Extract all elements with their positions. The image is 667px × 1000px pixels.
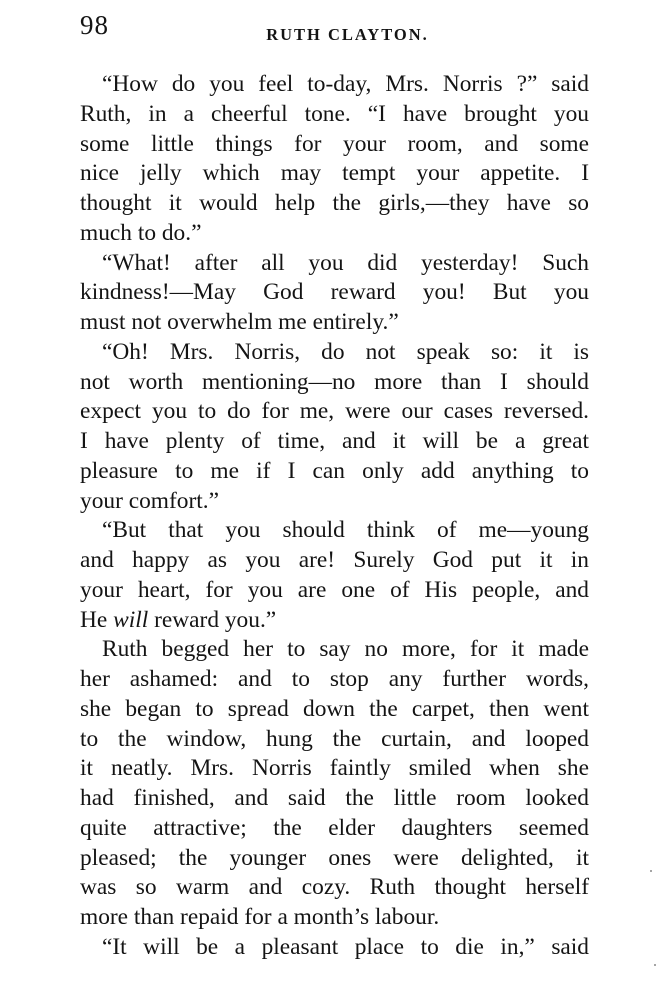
text-line: must not overwhelm me entirely.” xyxy=(80,309,399,335)
text-line: to the window, hung the curtain, and looped xyxy=(80,725,589,752)
text-line: her ashamed: and to stop any further words, xyxy=(80,666,589,692)
text-line: thought it would help the girls,—they have so xyxy=(80,190,589,216)
text-line: Ruth, in a cheerful tone. “I have brought you xyxy=(80,100,589,127)
text-line: was so warm and cozy. Ruth thought herself xyxy=(80,874,589,901)
text-line: “How do you feel to-day, Mrs. Norris ?” said xyxy=(102,71,589,97)
text-line: your heart, for you are one of His people, and xyxy=(80,576,589,603)
text-line: pleased; the younger ones were delighted, it xyxy=(80,844,589,871)
body-text xyxy=(80,70,589,963)
text-line xyxy=(80,606,589,636)
text-line: “Oh! Mrs. Norris, do not speak so: it is xyxy=(102,338,589,365)
text-line: had finished, and said the little room looked xyxy=(80,785,589,811)
text-line: not worth mentioning—no more than I should xyxy=(80,368,589,395)
text-line: more than repaid for a month’s labour. xyxy=(80,904,440,930)
text-line: it neatly. Mrs. Norris faintly smiled when she xyxy=(80,755,589,782)
italic-emphasis: will xyxy=(113,606,149,633)
text-line: much to do.” xyxy=(80,219,202,246)
text-line: pleasure to me if I can only add anything to xyxy=(80,457,589,484)
text-line: “It will be a pleasant place to die in,” said xyxy=(102,933,589,960)
text-line: “But that you should think of me—young xyxy=(102,517,589,544)
text-line: she began to spread down the carpet, then went xyxy=(80,695,589,722)
text-line: quite attractive; the elder daughters seemed xyxy=(80,814,589,841)
page-number: 98 xyxy=(80,10,109,40)
text-span: He xyxy=(80,606,114,633)
text-line: Ruth begged her to say no more, for it made xyxy=(102,636,589,663)
print-speck xyxy=(654,964,656,966)
running-title: RUTH CLAYTON. xyxy=(266,25,429,44)
text-line: I have plenty of time, and it will be a great xyxy=(80,428,589,454)
text-span: reward you.” xyxy=(148,606,277,633)
text-line: nice jelly which may tempt your appetite. I xyxy=(80,160,589,187)
text-line: “What! after all you did yesterday! Such xyxy=(102,249,589,276)
text-line: some little things for your room, and some xyxy=(80,130,589,157)
text-line: kindness!—May God reward you! But you xyxy=(80,279,589,306)
print-speck xyxy=(650,870,652,872)
text-line: expect you to do for me, were our cases reversed. xyxy=(80,398,589,425)
text-line: your comfort.” xyxy=(80,487,219,514)
text-line: and happy as you are! Surely God put it in xyxy=(80,547,589,573)
